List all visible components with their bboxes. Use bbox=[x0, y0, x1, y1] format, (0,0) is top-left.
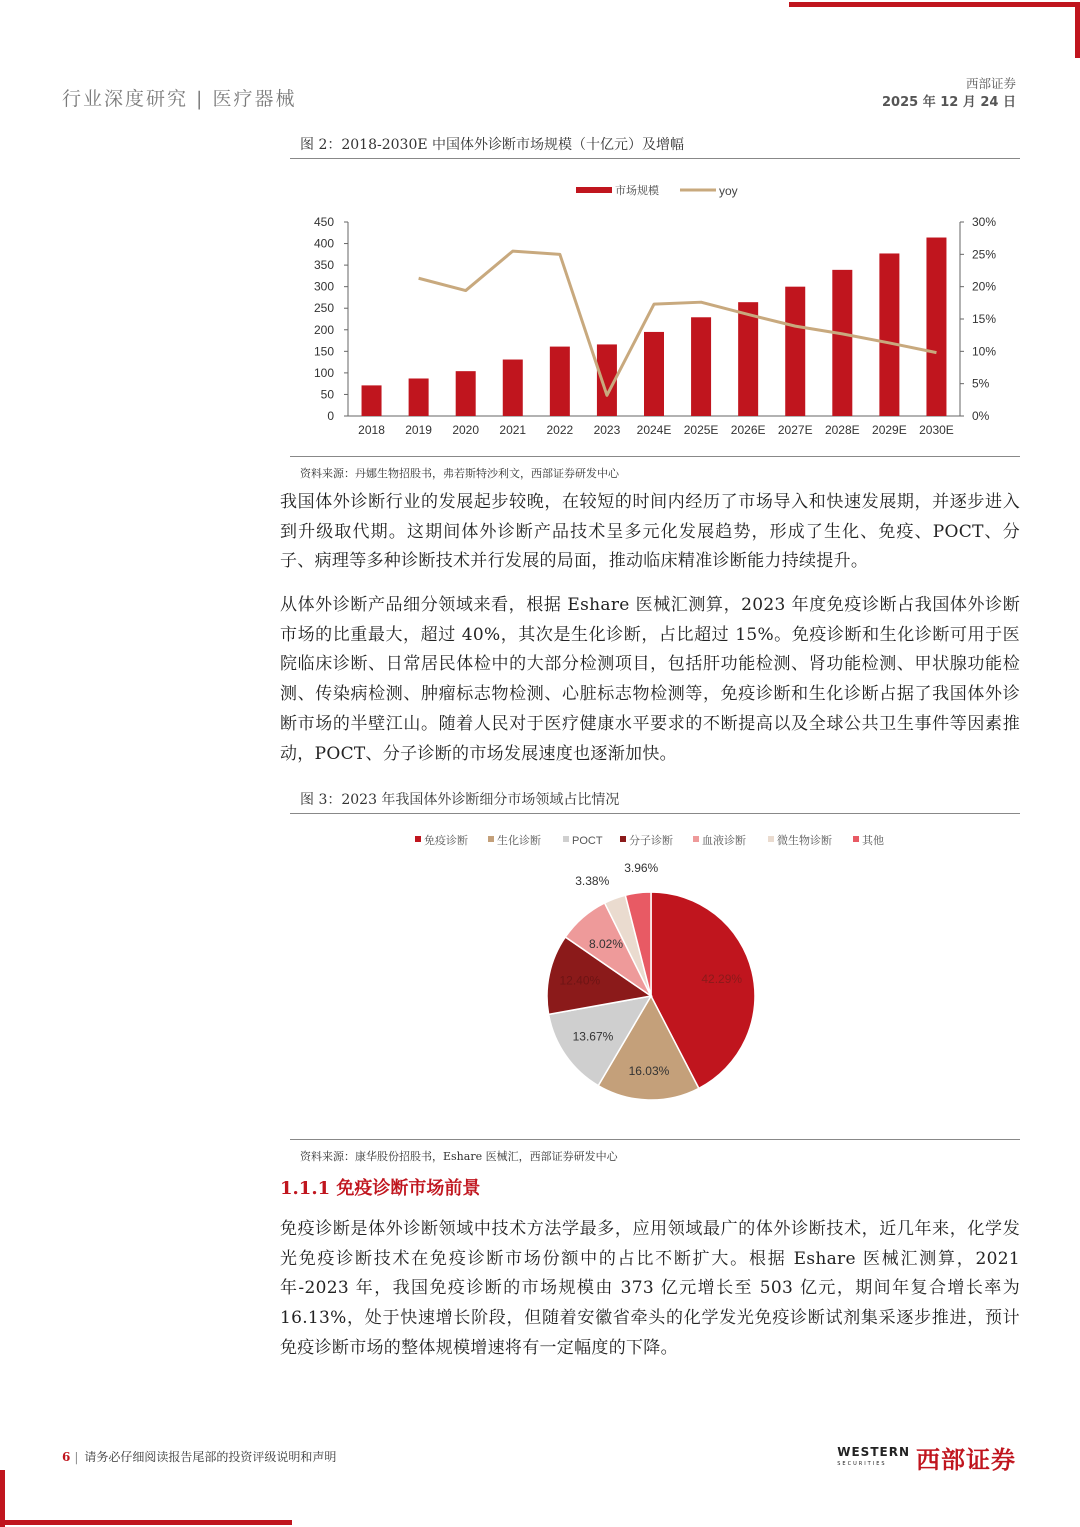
x-tick-label: 2020 bbox=[452, 423, 480, 437]
legend-swatch bbox=[488, 836, 494, 842]
top-right-vertical-bar bbox=[1075, 2, 1080, 58]
left-tick-label: 100 bbox=[313, 365, 334, 380]
legend-bar-label: 市场规模 bbox=[615, 185, 659, 197]
legend-swatch bbox=[415, 836, 421, 842]
figure3-source: 资料来源：康华股份招股书，Eshare 医械汇，西部证券研发中心 bbox=[300, 1150, 618, 1163]
left-tick-label: 50 bbox=[320, 387, 334, 402]
right-tick-label: 10% bbox=[972, 344, 997, 359]
figure3-top-rule bbox=[290, 813, 1020, 814]
bar bbox=[785, 287, 805, 416]
legend-label: 免疫诊断 bbox=[424, 835, 468, 847]
left-tick-label: 350 bbox=[313, 258, 334, 273]
bar bbox=[456, 371, 476, 416]
x-tick-label: 2025E bbox=[683, 423, 719, 437]
legend-swatch bbox=[563, 836, 569, 842]
segment-share-pie-chart bbox=[290, 822, 1020, 1127]
pie-data-label: 12.40% bbox=[559, 973, 601, 988]
company-logo bbox=[837, 1440, 1016, 1475]
footer-disclaimer: 6 | 请务必仔细阅读报告尾部的投资评级说明和声明 bbox=[62, 1450, 337, 1464]
x-tick-label: 2021 bbox=[499, 423, 527, 437]
pie-data-label: 3.38% bbox=[575, 873, 610, 888]
legend-line-label: yoy bbox=[719, 184, 738, 198]
x-tick-label: 2030E bbox=[919, 423, 954, 437]
paragraph-2: 从体外诊断产品细分领域来看，根据 Eshare 医械汇测算，2023 年度免疫诊断占我国体外诊断市场的比重最大，超过 40%，其次是生化诊断，占比超过 15%。免疫诊断和生化诊断可用于医院临床诊断、日常居民体检中的大部分检测项目，包括肝功能检测、肾功能检测、甲状腺功能检测、传染病检测、肿瘤标志物检测、心脏标志物检测等，免疫诊断和生化诊断占据了我国体外诊断市场的半壁江山。随着人民对于医疗健康水平要求的不断提高以及全球公共卫生事件等因素推动，POCT、分子诊断的市场发展速度也逐渐加快。 bbox=[280, 595, 1020, 764]
report-date: 2025 年 12 月 24 日 bbox=[882, 95, 1016, 110]
report-category: 行业深度研究 | 医疗器械 bbox=[62, 88, 297, 110]
left-tick-label: 450 bbox=[313, 215, 334, 229]
paragraph-1: 我国体外诊断行业的发展起步较晚，在较短的时间内经历了市场导入和快速发展期，并逐步进入到升级取代期。这期间体外诊断产品技术呈多元化发展趋势，形成了生化、免疫、POCT、分子、病理等多种诊断技术并行发展的局面，推动临床精准诊断能力持续提升。 bbox=[280, 492, 1020, 572]
legend-swatch bbox=[768, 836, 774, 842]
bar bbox=[832, 270, 852, 416]
figure3-title: 图 3：2023 年我国体外诊断细分市场领域占比情况 bbox=[300, 792, 620, 808]
x-tick-label: 2028E bbox=[824, 423, 860, 437]
legend-bar-swatch bbox=[576, 187, 612, 193]
legend-swatch bbox=[693, 836, 699, 842]
left-tick-label: 250 bbox=[313, 301, 334, 316]
footer-text: 请务必仔细阅读报告尾部的投资评级说明和声明 bbox=[84, 1450, 337, 1464]
logo-english-sub: SECURITIES bbox=[837, 1460, 887, 1467]
page-number: 6 bbox=[62, 1450, 71, 1464]
pie-data-label: 3.96% bbox=[624, 861, 659, 876]
bar bbox=[644, 332, 664, 416]
top-right-bar bbox=[789, 2, 1080, 7]
left-tick-label: 400 bbox=[313, 236, 334, 251]
x-tick-label: 2024E bbox=[636, 423, 672, 437]
x-tick-label: 2019 bbox=[405, 423, 432, 437]
header-right bbox=[882, 74, 1016, 112]
pie-data-label: 8.02% bbox=[588, 937, 624, 952]
logo-english bbox=[837, 1446, 910, 1470]
legend-swatch bbox=[853, 836, 859, 842]
right-tick-label: 0% bbox=[972, 409, 990, 423]
bar bbox=[362, 385, 382, 416]
bar bbox=[879, 253, 899, 416]
right-tick-label: 15% bbox=[972, 312, 997, 326]
legend-label: 血液诊断 bbox=[702, 835, 746, 847]
pie-data-label: 13.67% bbox=[572, 1029, 614, 1044]
right-tick-label: 5% bbox=[972, 376, 990, 391]
pie-data-label: 16.03% bbox=[628, 1063, 670, 1078]
section-title: 1.1.1 免疫诊断市场前景 bbox=[280, 1178, 481, 1199]
yoy-line bbox=[419, 251, 937, 395]
figure2-title: 图 2：2018-2030E 中国体外诊断市场规模（十亿元）及增幅 bbox=[300, 137, 685, 153]
logo-chinese: 西部证券 bbox=[916, 1446, 1016, 1474]
left-tick-label: 200 bbox=[313, 322, 334, 337]
left-tick-label: 0 bbox=[327, 409, 334, 423]
legend-label: 分子诊断 bbox=[629, 835, 673, 847]
figure2-source: 资料来源：丹娜生物招股书，弗若斯特沙利文，西部证券研发中心 bbox=[300, 467, 619, 480]
right-tick-label: 25% bbox=[972, 247, 997, 262]
bottom-left-vertical-bar bbox=[0, 1470, 5, 1527]
bar bbox=[503, 360, 523, 416]
pie-data-label: 42.29% bbox=[701, 971, 743, 986]
x-tick-label: 2023 bbox=[593, 423, 621, 437]
legend-label: 生化诊断 bbox=[497, 835, 541, 847]
right-tick-label: 20% bbox=[972, 279, 997, 294]
bottom-left-bar bbox=[0, 1520, 292, 1525]
right-tick-label: 30% bbox=[972, 215, 997, 229]
legend-swatch bbox=[620, 836, 626, 842]
legend-label: POCT bbox=[572, 835, 603, 847]
bar bbox=[738, 302, 758, 416]
figure3-bottom-rule bbox=[290, 1139, 1020, 1140]
logo-english-name: WESTERN bbox=[837, 1444, 910, 1459]
figure2-bottom-rule bbox=[290, 456, 1020, 457]
bar bbox=[926, 238, 946, 416]
legend-label: 其他 bbox=[862, 835, 884, 847]
bar bbox=[550, 347, 570, 416]
header-org: 西部证券 bbox=[965, 76, 1016, 91]
x-tick-label: 2026E bbox=[730, 423, 766, 437]
bar bbox=[691, 317, 711, 416]
paragraph-3: 免疫诊断是体外诊断领域中技术方法学最多，应用领域最广的体外诊断技术，近几年来，化学发光免疫诊断技术在免疫诊断市场份额中的占比不断扩大。根据 Eshare 医械汇测算，2021 年-2023 年，我国免疫诊断的市场规模由 373 亿元增长至 503 亿元，期间年复合增长率为 16.13%，处于快速增长阶段，但随着安徽省牵头的化学发光免疫诊断试剂集采逐步推进，预计免疫诊断市场的整体规模增速将有一定幅度的下降。 bbox=[280, 1219, 1020, 1358]
x-tick-label: 2018 bbox=[358, 423, 385, 437]
bar bbox=[409, 378, 429, 416]
market-size-chart bbox=[290, 168, 1020, 453]
legend-label: 微生物诊断 bbox=[777, 835, 832, 847]
figure2-top-rule bbox=[290, 158, 1020, 159]
left-tick-label: 150 bbox=[313, 344, 334, 359]
x-tick-label: 2022 bbox=[546, 423, 574, 437]
left-tick-label: 300 bbox=[313, 279, 334, 294]
x-tick-label: 2029E bbox=[872, 423, 907, 437]
x-tick-label: 2027E bbox=[777, 423, 813, 437]
